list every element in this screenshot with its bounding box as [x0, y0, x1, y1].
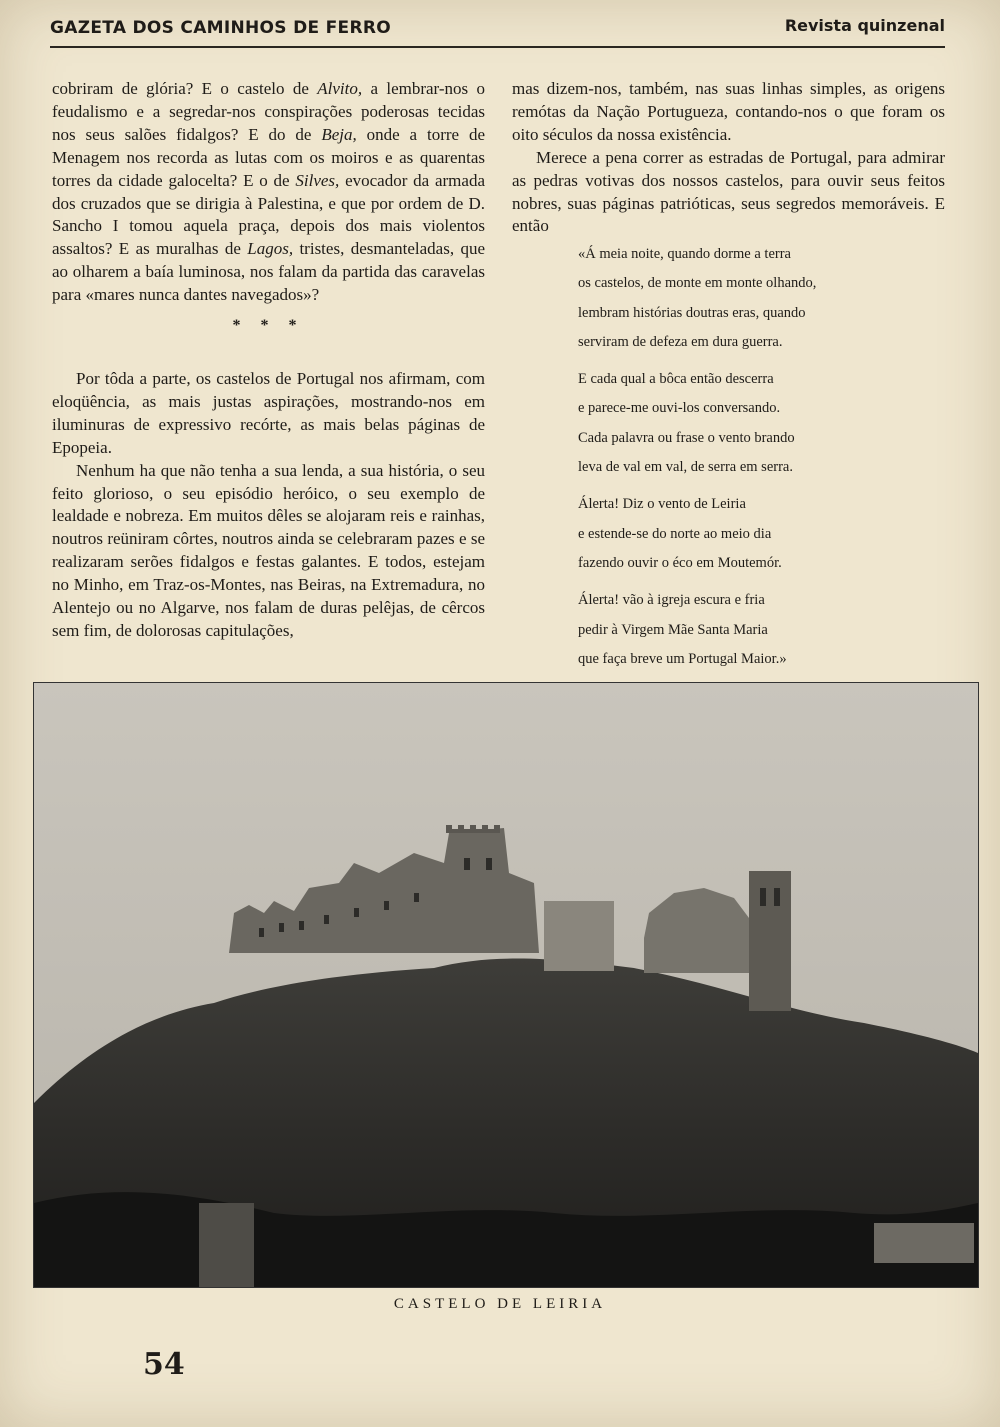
- poem-line: Álerta! Diz o vento de Leiria: [578, 496, 746, 513]
- poem-line: Cada palavra ou frase o vento brando: [578, 429, 795, 446]
- journal-subtitle: Revista quinzenal: [784, 16, 945, 35]
- section-separator: * * *: [232, 317, 305, 335]
- page-header: [50, 16, 945, 48]
- poem-line: Álerta! vão à igreja escura e fria: [578, 592, 765, 609]
- right-paragraph-origins: mas dizem-nos, também, nas suas linhas simples, as origens remótas da Nação Portugueza, contando-nos o que foram os oito séculos da nossa existência.: [512, 79, 945, 144]
- text-run: onde a torre de Menagem nos recorda as lutas com os moiros e as quarentas torres da cidade galocelta? E o de: [52, 124, 485, 190]
- photo-caption: CASTELO DE LEIRIA: [393, 1296, 607, 1312]
- place-name: Beja,: [321, 124, 357, 144]
- sonnet: [578, 240, 918, 682]
- poem-stanza: [578, 586, 918, 674]
- text-run: evocador da armada dos cruzados que se dirigia à Palestina, e que por ordem de D. Sancho I tomou aquela praça, depois dos mais violentos assaltos? E as muralhas de: [52, 170, 485, 259]
- place-name: Alvito,: [317, 79, 363, 98]
- poem-line: os castelos, de monte em monte olhando,: [578, 275, 817, 292]
- text-run: a lembrar-nos o feudalismo e a segredar-nos conspirações poderosas tecidas nos seus salões fidalgos? E do de: [52, 79, 486, 144]
- poem-stanza: [578, 490, 918, 578]
- poem-line: fazendo ouvir o éco em Moutemór.: [578, 554, 782, 571]
- left-paragraph-legends: Nenhum ha que não tenha a sua lenda, a sua história, o seu feito glorioso, o seu episódio heróico, o seu exemplo de lealdade e nobreza. Em muitos dêles se alojaram reis e rainhas, noutros reüniram côrtes, noutros ainda se celebraram pazes e se realizaram serões fidalgos e festas galantes. E todos, estejam no Minho, em Traz-os-Montes, nas Beiras, na Extremadura, no Alentejo ou no Algarve, nos falam de duras pelêjas, de cêrcos sem fim, de dolorosas capitulações,: [52, 460, 485, 640]
- poem-line: que faça breve um Portugal Maior.»: [578, 650, 787, 667]
- text-run: cobriram de glória? E o castelo de: [52, 79, 318, 98]
- poem-line: e estende-se do norte ao meio dia: [578, 525, 772, 542]
- left-paragraph-castles: [52, 78, 485, 307]
- left-column: [52, 78, 485, 643]
- place-name: Lagos,: [247, 239, 294, 259]
- right-column: [512, 78, 945, 238]
- left-paragraph-epopeia: Por tôda a parte, os castelos de Portugal nos afirmam, com eloqüência, as mais justas aspirações, mostrando-nos em iluminuras de expressivo recórte, as mais belas páginas de Epopeia.: [52, 368, 485, 457]
- right-paragraph-roads: Merece a pena correr as estradas de Portugal, para admirar as pedras votivas dos nossos castelos, para ouvir seus feitos nobres, suas páginas patrióticas, seus segredos memoráveis. E então: [512, 147, 945, 236]
- journal-title: GAZETA DOS CAMINHOS DE FERRO: [50, 18, 391, 38]
- poem-line: leva de val em val, de serra em serra.: [578, 459, 793, 476]
- poem-stanza: [578, 365, 918, 482]
- castle-photograph: [33, 682, 979, 1288]
- poem-stanza: [578, 240, 918, 357]
- poem-line: E cada qual a bôca então descerra: [578, 371, 774, 388]
- text-run: tristes, desmanteladas, que ao olharem a baía luminosa, nos falam da partida das caravelas para «mares nunca dantes navegados»?: [52, 239, 486, 305]
- castle-leiria-image: [34, 683, 978, 1287]
- place-name: Silves,: [295, 170, 340, 190]
- poem-line: «Á meia noite, quando dorme a terra: [578, 246, 791, 262]
- poem-line: pedir à Virgem Mãe Santa Maria: [578, 621, 768, 638]
- poem-line: e parece-me ouvi-los conversando.: [578, 400, 781, 417]
- page-number: 54: [143, 1347, 185, 1382]
- poem-line: lembram histórias doutras eras, quando: [578, 304, 806, 321]
- poem-line: serviram de defeza em dura guerra.: [578, 333, 783, 350]
